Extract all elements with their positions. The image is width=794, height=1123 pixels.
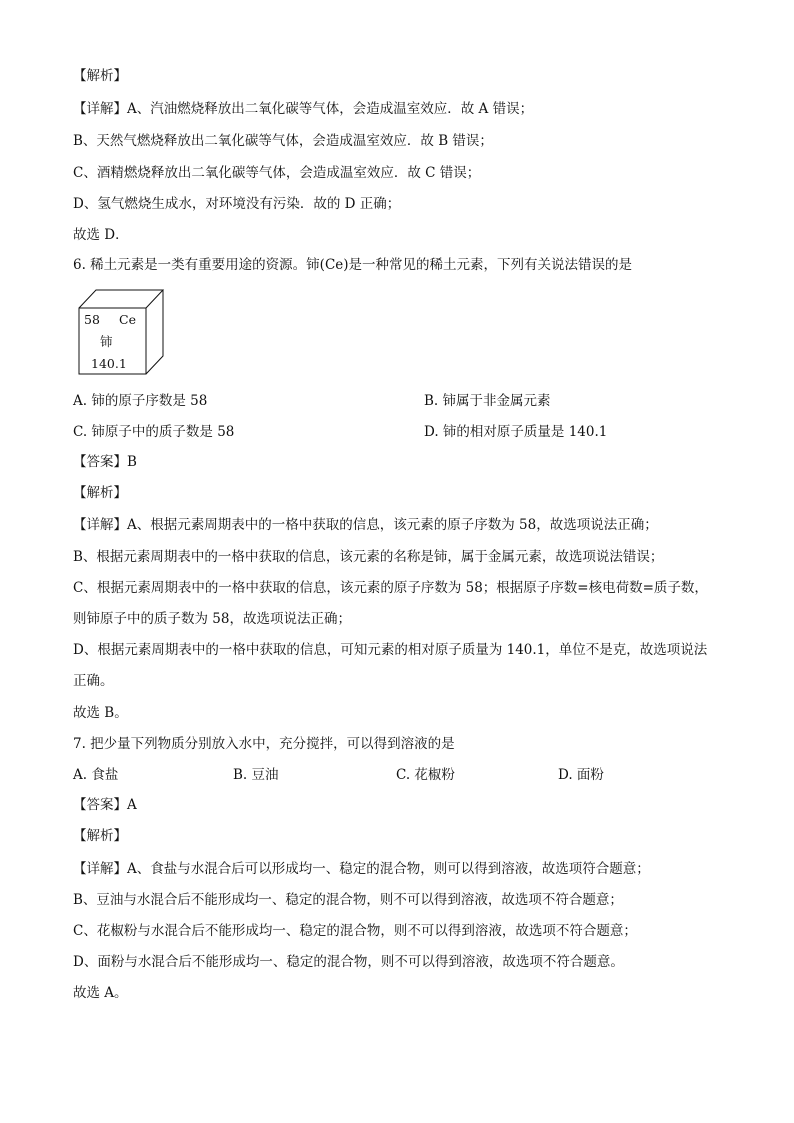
q7-option-c: C. 花椒粉 [396,767,455,783]
q7-option-a: A. 食盐 [73,767,119,783]
q5-detail-c: C、酒精燃烧释放出二氧化碳等气体，会造成温室效应．故 C 错误； [73,165,481,181]
q7-stem: 7. 把少量下列物质分别放入水中，充分搅拌，可以得到溶液的是 [73,736,455,752]
q6-detail-d-line2: 正确。 [73,673,114,689]
q6-stem: 6. 稀土元素是一类有重要用途的资源。铈(Ce)是一种常见的稀土元素，下列有关说法错误的是 [73,257,633,273]
q6-option-d: D. 铈的相对原子质量是 140.1 [424,424,608,440]
element-name: 铈 [100,334,113,349]
q7-detail-a: 【详解】A、食盐与水混合后可以形成均一、稳定的混合物，则可以得到溶液，故选项符合题意； [73,861,650,877]
q7-detail-b: B、豆油与水混合后不能形成均一、稳定的混合物，则不可以得到溶液，故选项不符合题意； [73,892,623,908]
q6-analysis-heading: 【解析】 [73,485,127,501]
q6-detail-d-line1: D、根据元素周期表中的一格中获取的信息，可知元素的相对原子质量为 140.1，单位不是克，故选项说法 [73,642,708,658]
q5-detail-a: 【详解】A、汽油燃烧释放出二氧化碳等气体，会造成温室效应．故 A 错误； [73,101,534,117]
q6-detail-c-line1: C、根据元素周期表中的一格中获取的信息，该元素的原子序数为 58；根据原子序数=核电荷数=质子数， [73,580,708,596]
q7-conclusion: 故选 A。 [73,985,128,1001]
q7-analysis-heading: 【解析】 [73,828,127,844]
q5-conclusion: 故选 D． [73,227,129,243]
q6-conclusion: 故选 B。 [73,705,128,721]
q6-option-c: C. 铈原子中的质子数是 58 [73,424,235,440]
q7-answer: 【答案】A [73,797,137,813]
q6-detail-b: B、根据元素周期表中的一格中获取的信息，该元素的名称是铈，属于金属元素，故选项说法错误； [73,549,664,565]
q6-detail-a: 【详解】A、根据元素周期表中的一格中获取的信息，该元素的原子序数为 58，故选项说法正确； [73,517,658,533]
q6-detail-c-line2: 则铈原子中的质子数为 58，故选项说法正确； [73,611,351,627]
q6-option-a: A. 铈的原子序数是 58 [73,393,208,409]
q5-analysis-heading: 【解析】 [73,68,127,84]
q6-option-b: B. 铈属于非金属元素 [424,393,551,409]
q7-detail-c: C、花椒粉与水混合后不能形成均一、稳定的混合物，则不可以得到溶液，故选项不符合题意； [73,923,637,939]
element-mass: 140.1 [91,356,127,371]
q7-option-d: D. 面粉 [558,767,604,783]
q7-detail-d: D、面粉与水混合后不能形成均一、稳定的混合物，则不可以得到溶液，故选项不符合题意。 [73,954,624,970]
element-atomic-number: 58 [84,312,100,327]
q6-answer: 【答案】B [73,454,137,470]
q5-detail-d: D、氢气燃烧生成水，对环境没有污染．故的 D 正确； [73,196,401,212]
q5-detail-b: B、天然气燃烧释放出二氧化碳等气体，会造成温室效应．故 B 错误； [73,133,493,149]
element-symbol: Ce [119,312,136,327]
element-cell-figure [78,289,164,375]
q7-option-b: B. 豆油 [233,767,279,783]
